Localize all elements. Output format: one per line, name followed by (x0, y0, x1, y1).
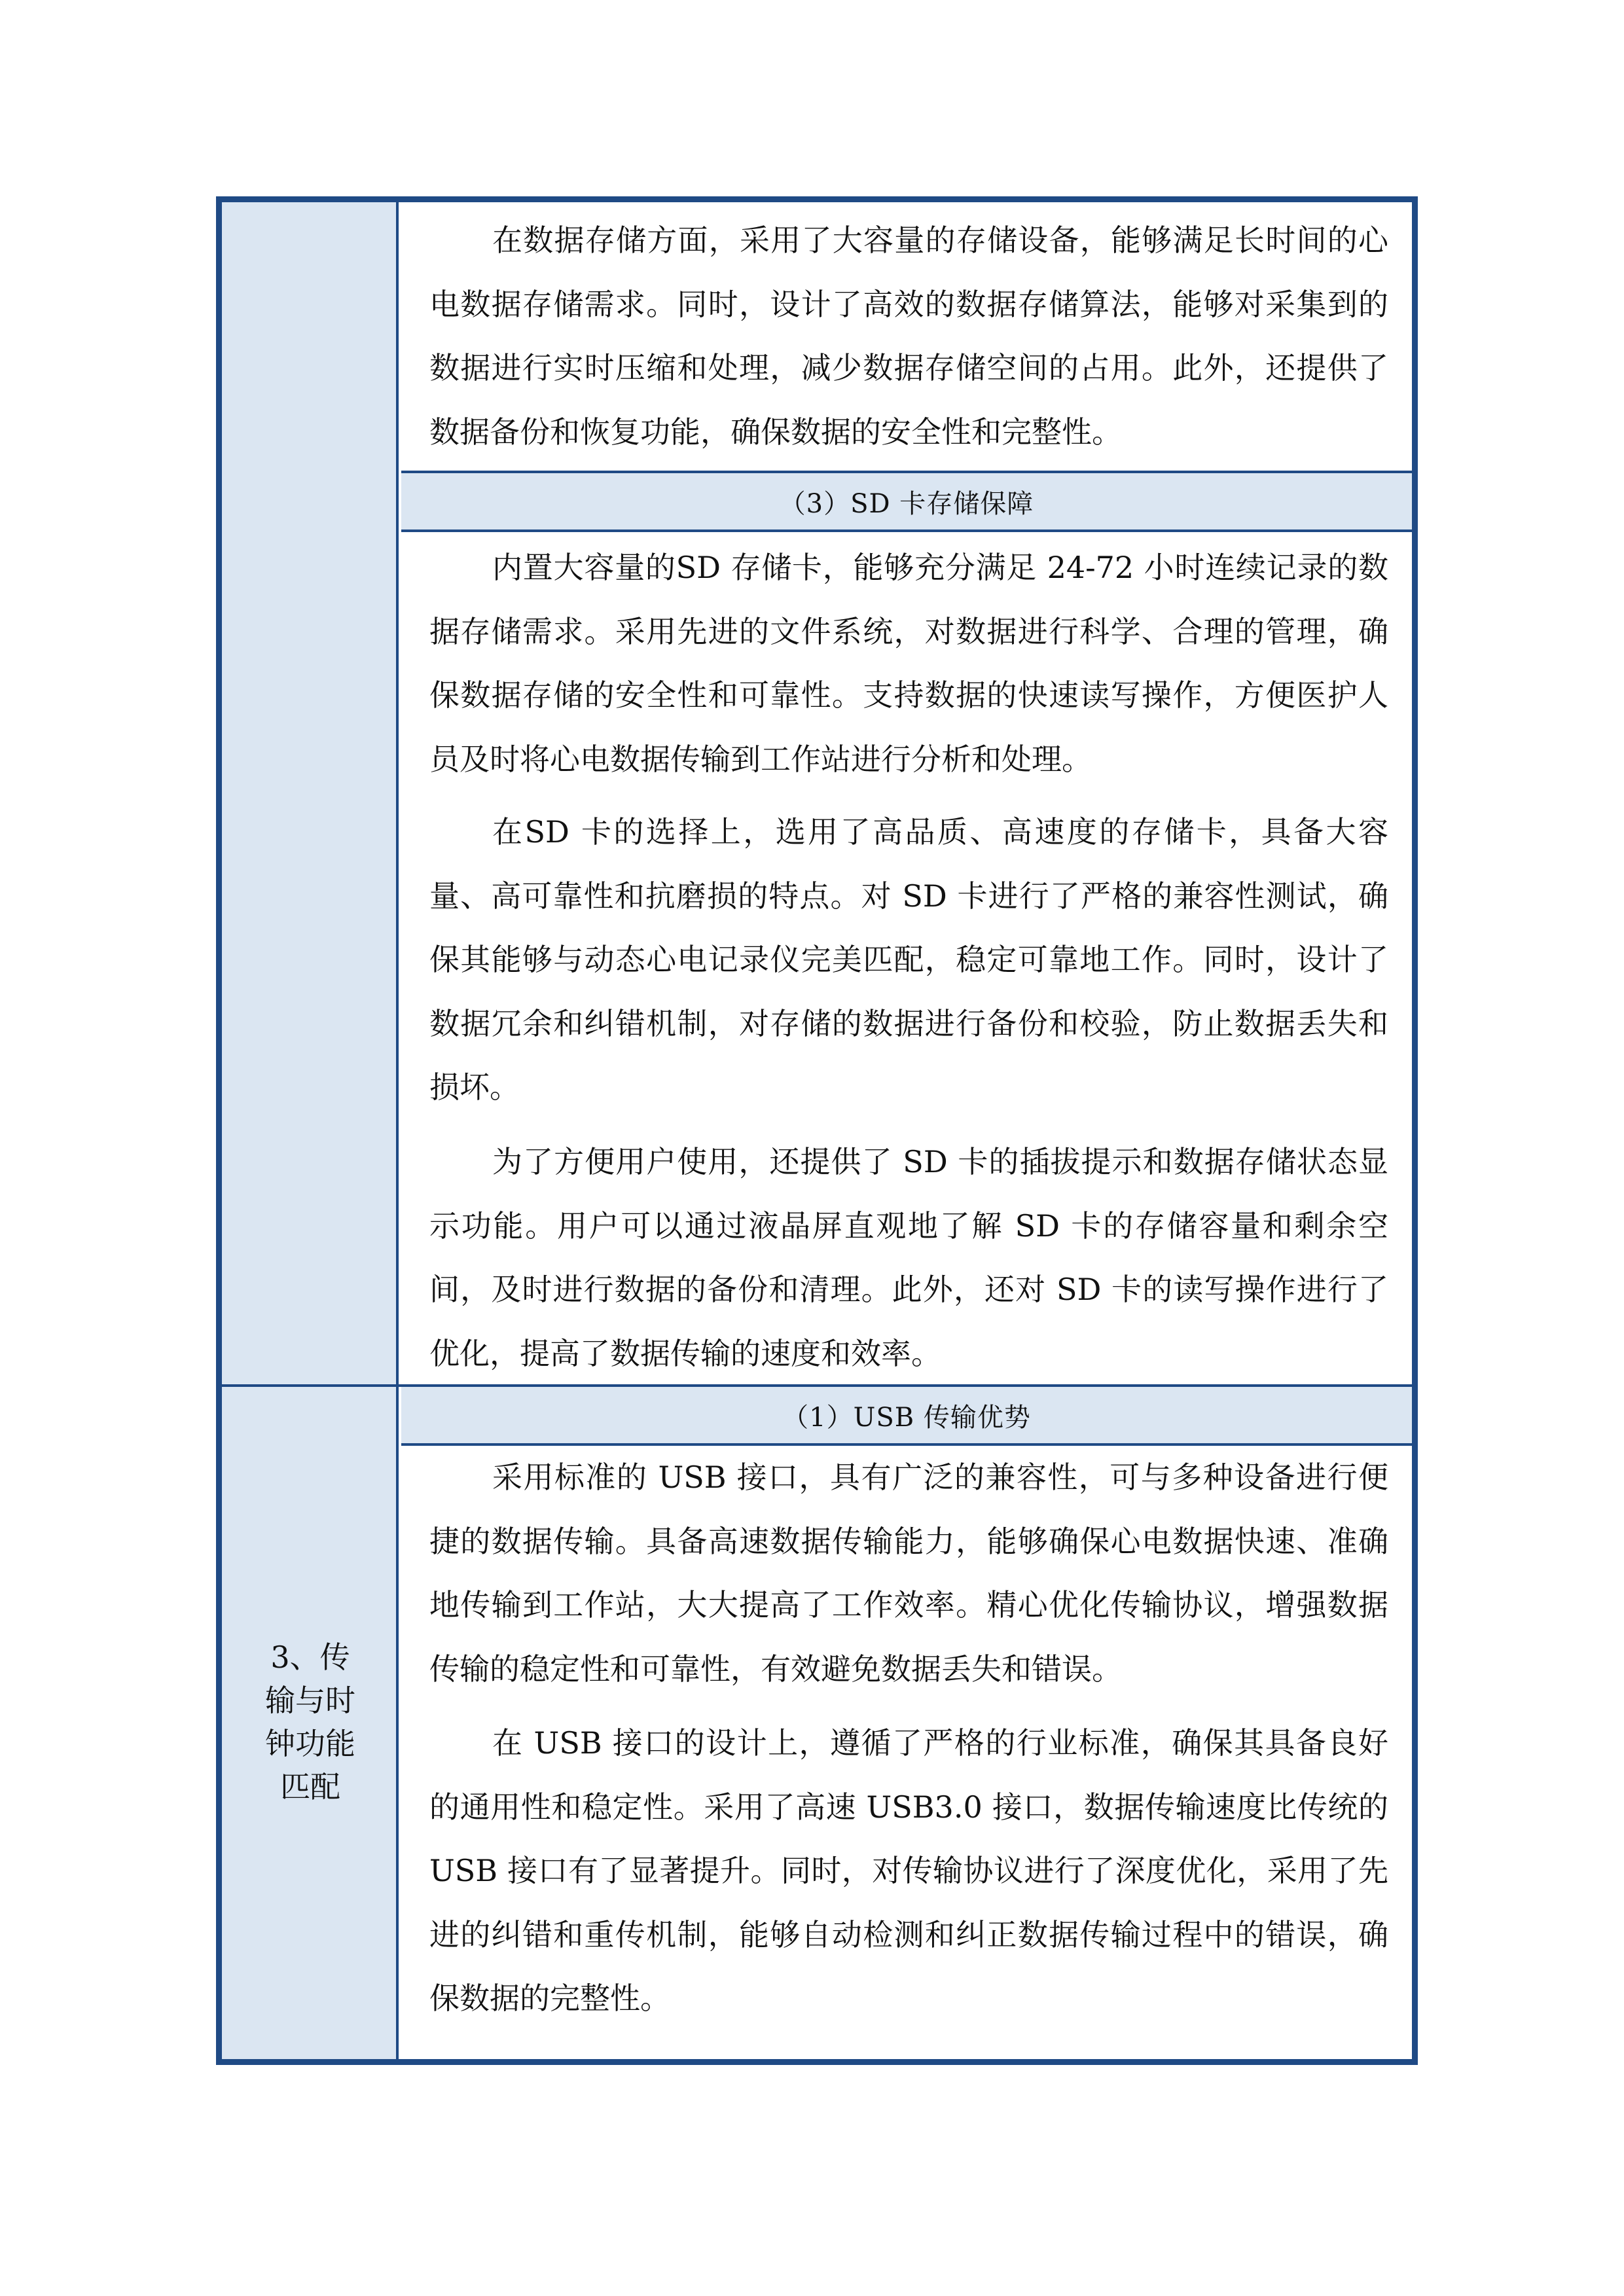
sd-card-paragraph-2: 在SD 卡的选择上，选用了高品质、高速度的存储卡，具备大容量、高可靠性和抗磨损的特点。对 SD 卡进行了严格的兼容性测试，确保其能够与动态心电记录仪完美匹配，稳定可靠地工作。同时，设计了数据冗余和纠错机制，对存储的数据进行备份和校验，防止数据丢失和损坏。 (429, 814, 1388, 1105)
usb-heading-text: （1）USB 传输优势 (782, 1402, 1031, 1433)
sd-card-section-heading (401, 471, 1412, 532)
usb-paragraph-1: 采用标准的 USB 接口，具有广泛的兼容性，可与多种设备进行便捷的数据传输。具备高速数据传输能力，能够确保心电数据快速、准确地传输到工作站，大大提高了工作效率。精心优化传输协议，增强数据传输的稳定性和可靠性，有效避免数据丢失和错误。 (429, 1460, 1388, 1687)
sd-card-heading-text: （3）SD 卡存储保障 (779, 488, 1034, 519)
sd-card-paragraph-1: 内置大容量的SD 存储卡，能够充分满足 24-72 小时连续记录的数据存储需求。采用先进的文件系统，对数据进行科学、合理的管理，确保数据存储的安全性和可靠性。支持数据的快速读写操作，方便医护人员及时将心电数据传输到工作站进行分析和处理。 (429, 550, 1388, 777)
section-3-label (222, 1636, 399, 1808)
sd-card-paragraph-3: 为了方便用户使用，还提供了 SD 卡的插拔提示和数据存储状态显示功能。用户可以通过液晶屏直观地了解 SD 卡的存储容量和剩余空间，及时进行数据的备份和清理。此外，还对 SD 卡的读写操作进行了优化，提高了数据传输的速度和效率。 (429, 1144, 1388, 1371)
storage-paragraph-1: 在数据存储方面，采用了大容量的存储设备，能够满足长时间的心电数据存储需求。同时，设计了高效的数据存储算法，能够对采集到的数据进行实时压缩和处理，减少数据存储空间的占用。此外，还提供了数据备份和恢复功能，确保数据的安全性和完整性。 (429, 223, 1388, 450)
section-3-label-text: 3、传输与时钟功能匹配 (265, 1640, 355, 1804)
usb-section-heading (401, 1384, 1412, 1446)
content-table (216, 196, 1418, 2065)
usb-paragraph-2: 在 USB 接口的设计上，遵循了严格的行业标准，确保其具备良好的通用性和稳定性。采用了高速 USB3.0 接口，数据传输速度比传统的 USB 接口有了显著提升。同时，对传输协议进行了深度优化，采用了先进的纠错和重传机制，能够自动检测和纠正数据传输过程中的错误，确保数据的完整性。 (429, 1725, 1388, 2017)
